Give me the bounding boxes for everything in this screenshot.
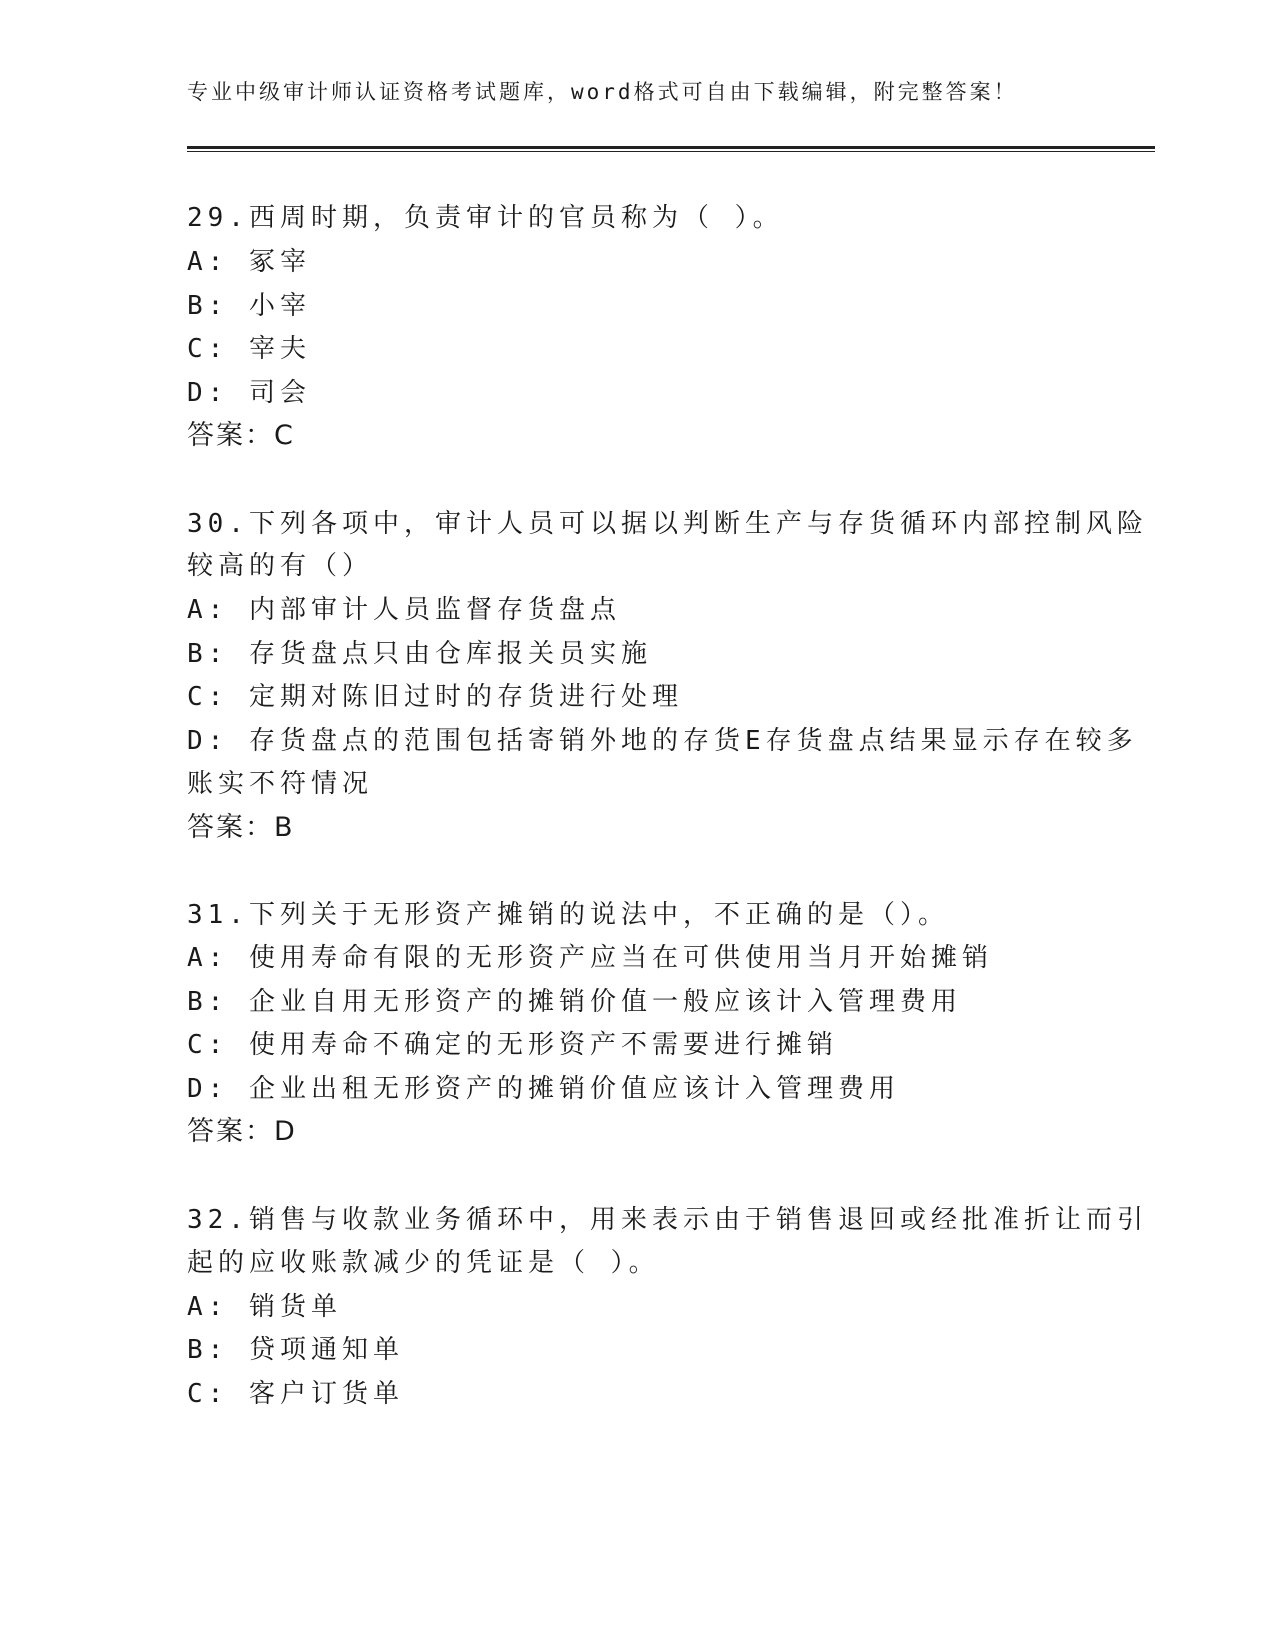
question-31-answer: 答案：D [187,1116,297,1147]
question-30-answer: 答案：B [187,812,295,843]
question-30-stem-cont: 较高的有（） [187,551,374,581]
question-29-option-d: D: 司会 [187,378,311,408]
question-30-option-c: C: 定期对陈旧过时的存货进行处理 [187,682,683,712]
question-31-option-a: A: 使用寿命有限的无形资产应当在可供使用当月开始摊销 [187,943,993,973]
header-rule-thin [187,151,1155,152]
question-31-option-c: C: 使用寿命不确定的无形资产不需要进行摊销 [187,1030,838,1060]
question-30-option-b: B: 存货盘点只由仓库报关员实施 [187,639,652,669]
question-29-stem: 29.西周时期，负责审计的官员称为（ ）。 [187,203,784,233]
question-31-option-d: D: 企业出租无形资产的摊销价值应该计入管理费用 [187,1074,900,1104]
question-29-option-b: B: 小宰 [187,291,311,321]
question-29-answer: 答案：C [187,420,295,451]
page-header: 专业中级审计师认证资格考试题库，word格式可自由下载编辑，附完整答案！ [187,80,1018,104]
question-31-stem: 31.下列关于无形资产摊销的说法中，不正确的是（）。 [187,900,949,930]
question-32-stem-cont: 起的应收账款减少的凭证是（ ）。 [187,1248,660,1278]
question-32-option-c: C: 客户订货单 [187,1379,404,1409]
question-31-option-b: B: 企业自用无形资产的摊销价值一般应该计入管理费用 [187,987,962,1017]
question-30-option-a: A: 内部审计人员监督存货盘点 [187,595,621,625]
question-32-option-b: B: 贷项通知单 [187,1335,404,1365]
question-30-option-d-cont: 账实不符情况 [187,769,374,799]
question-32-stem: 32.销售与收款业务循环中，用来表示由于销售退回或经批准折让而引 [187,1205,1148,1235]
question-29-option-c: C: 宰夫 [187,334,311,364]
question-32-option-a: A: 销货单 [187,1292,342,1322]
question-30-stem: 30.下列各项中，审计人员可以据以判断生产与存货循环内部控制风险 [187,509,1148,539]
header-rule-thick [187,146,1155,149]
question-30-option-d: D: 存货盘点的范围包括寄销外地的存货E存货盘点结果显示存在较多 [187,726,1138,756]
question-29-option-a: A: 冢宰 [187,247,311,277]
